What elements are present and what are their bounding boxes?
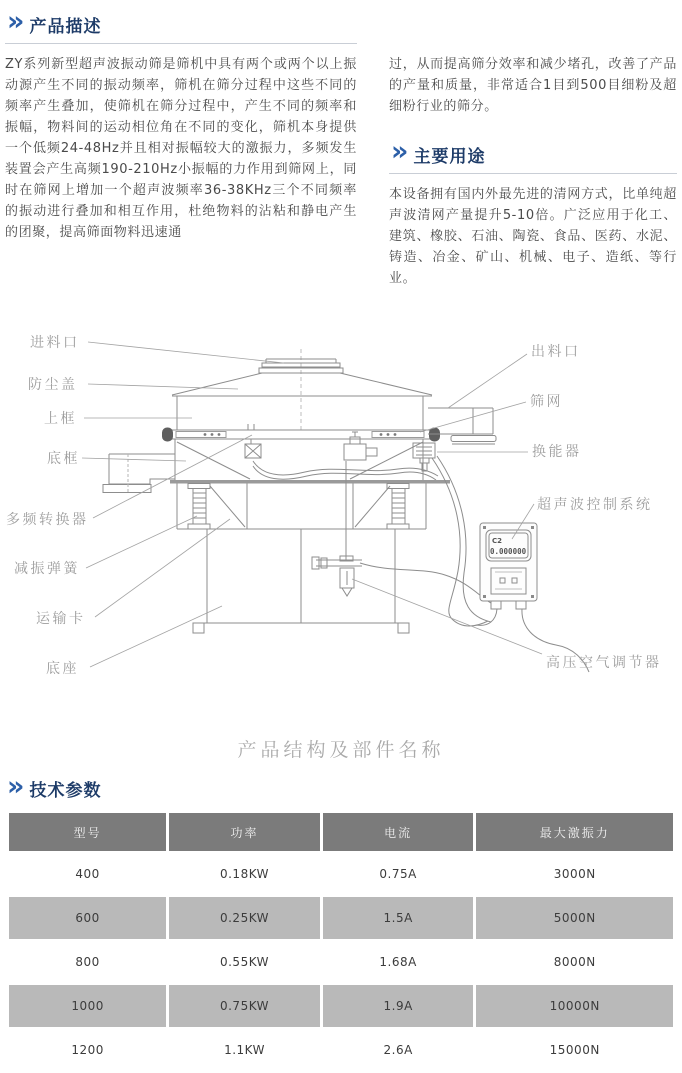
cell-current: 0.75A (379, 867, 417, 881)
chevron-icon: » (391, 136, 407, 167)
label-bottom-frame: 底框 (47, 451, 80, 467)
machine-line-drawing (0, 311, 682, 701)
table-row (9, 853, 673, 895)
cell-power: 0.75KW (169, 985, 320, 1027)
column-spacer (389, 0, 677, 44)
table-header-row (9, 813, 673, 851)
label-damping-spring: 减振弹簧 (14, 561, 80, 577)
usage-header (389, 130, 677, 174)
cell-force: 3000N (553, 867, 596, 881)
description-header (5, 0, 357, 44)
multi-frequency-converter (245, 424, 261, 458)
cell-power: 0.18KW (219, 867, 270, 881)
machine-body (103, 349, 589, 672)
flange-bolts (204, 433, 397, 436)
leader-lines (82, 342, 542, 667)
control-display-line2: 0.000000 (490, 547, 527, 556)
label-base: 底座 (46, 661, 79, 677)
description-title: 产品描述 (29, 16, 102, 37)
cell-force: 8000N (553, 955, 596, 969)
cell-force: 5000N (476, 897, 673, 939)
label-air-regulator: 高压空气调节器 (546, 655, 662, 671)
table-row (9, 897, 673, 939)
control-display-line1: C2 (492, 537, 503, 545)
description-paragraph-right: 过，从而提高筛分效率和减少堵孔，改善了产品的产量和质量，非常适合1目到500目细粉及超细粉行业的筛分。 (389, 57, 677, 114)
table-row (9, 985, 673, 1027)
label-control-system: 超声波控制系统 (537, 497, 653, 513)
cell-model: 1000 (9, 985, 166, 1027)
cell-current: 1.68A (379, 955, 417, 969)
cell-model: 400 (75, 867, 100, 881)
label-transport-clamp: 运输卡 (36, 611, 86, 627)
base-cabinet (193, 529, 409, 633)
structure-diagram (0, 311, 682, 762)
col-power: 功率 (169, 813, 320, 851)
cell-current: 1.5A (323, 897, 474, 939)
cell-model: 1200 (71, 1043, 104, 1057)
chevron-icon: » (7, 770, 23, 802)
damping-spring-left (188, 484, 210, 530)
cell-force: 15000N (549, 1043, 600, 1057)
ultrasonic-control-box (480, 523, 537, 609)
usage-paragraph: 本设备拥有国内外最先进的清网方式，比单纯超声波清网产量提升5-10倍。广泛应用于化工、建筑、橡胶、石油、陶瓷、食品、医药、水泥、铸造、冶金、矿山、机械、电子、造纸、等行业。 (389, 187, 677, 286)
params-title: 技术参数 (29, 781, 102, 801)
cell-power: 0.25KW (169, 897, 320, 939)
table-row (9, 941, 673, 983)
cell-model: 600 (9, 897, 166, 939)
usage-column (389, 0, 677, 289)
cell-model: 800 (75, 955, 100, 969)
label-feed-inlet: 进料口 (30, 335, 80, 351)
params-header (0, 762, 682, 805)
flange-clamp-left (162, 428, 173, 442)
cell-current: 2.6A (383, 1043, 413, 1057)
chevron-icon: » (7, 6, 23, 37)
description-paragraph-left: ZY系列新型超声波振动筛是筛机中具有两个或两个以上振动源产生不同的振动频率，筛机在筛分过程中这些不同的频率产生叠加，使筛机在筛分过程中，产生不同的频率和振幅，物料间的运动相位角在不同的变化，筛机本身提供一个低频24-48Hz并且相对振幅较大的激振力，多频发生装置会产生高频190-210Hz小振幅的力作用到筛网上，同时在筛网上增加一个超声波频率36-38KHz三个不同频率的振动进行叠加和相互作用，杜绝物料的沾粘和静电产生的团聚，提高筛面物料迅速通 (5, 57, 357, 240)
part-labels (6, 335, 662, 677)
label-dust-cover: 防尘盖 (28, 377, 78, 393)
usage-title: 主要用途 (413, 146, 486, 167)
intro-columns (0, 0, 682, 289)
label-screen-mesh: 筛网 (530, 394, 563, 410)
table-row (9, 1029, 673, 1071)
diagram-caption: 产品结构及部件名称 (237, 739, 445, 761)
label-discharge-outlet: 出料口 (531, 344, 581, 360)
label-upper-frame: 上框 (44, 411, 77, 427)
cell-current: 1.9A (323, 985, 474, 1027)
col-model: 型号 (9, 813, 166, 851)
label-transducer: 换能器 (532, 444, 582, 460)
cell-force: 10000N (476, 985, 673, 1027)
description-column (5, 0, 357, 289)
transducer (413, 443, 435, 471)
col-current: 电流 (323, 813, 474, 851)
cell-power: 0.55KW (219, 955, 270, 969)
cell-power: 1.1KW (224, 1043, 265, 1057)
col-force: 最大激振力 (476, 813, 673, 851)
damping-spring-right (387, 484, 409, 530)
tech-params-table (6, 811, 676, 1073)
label-freq-converter: 多频转换器 (6, 512, 89, 528)
